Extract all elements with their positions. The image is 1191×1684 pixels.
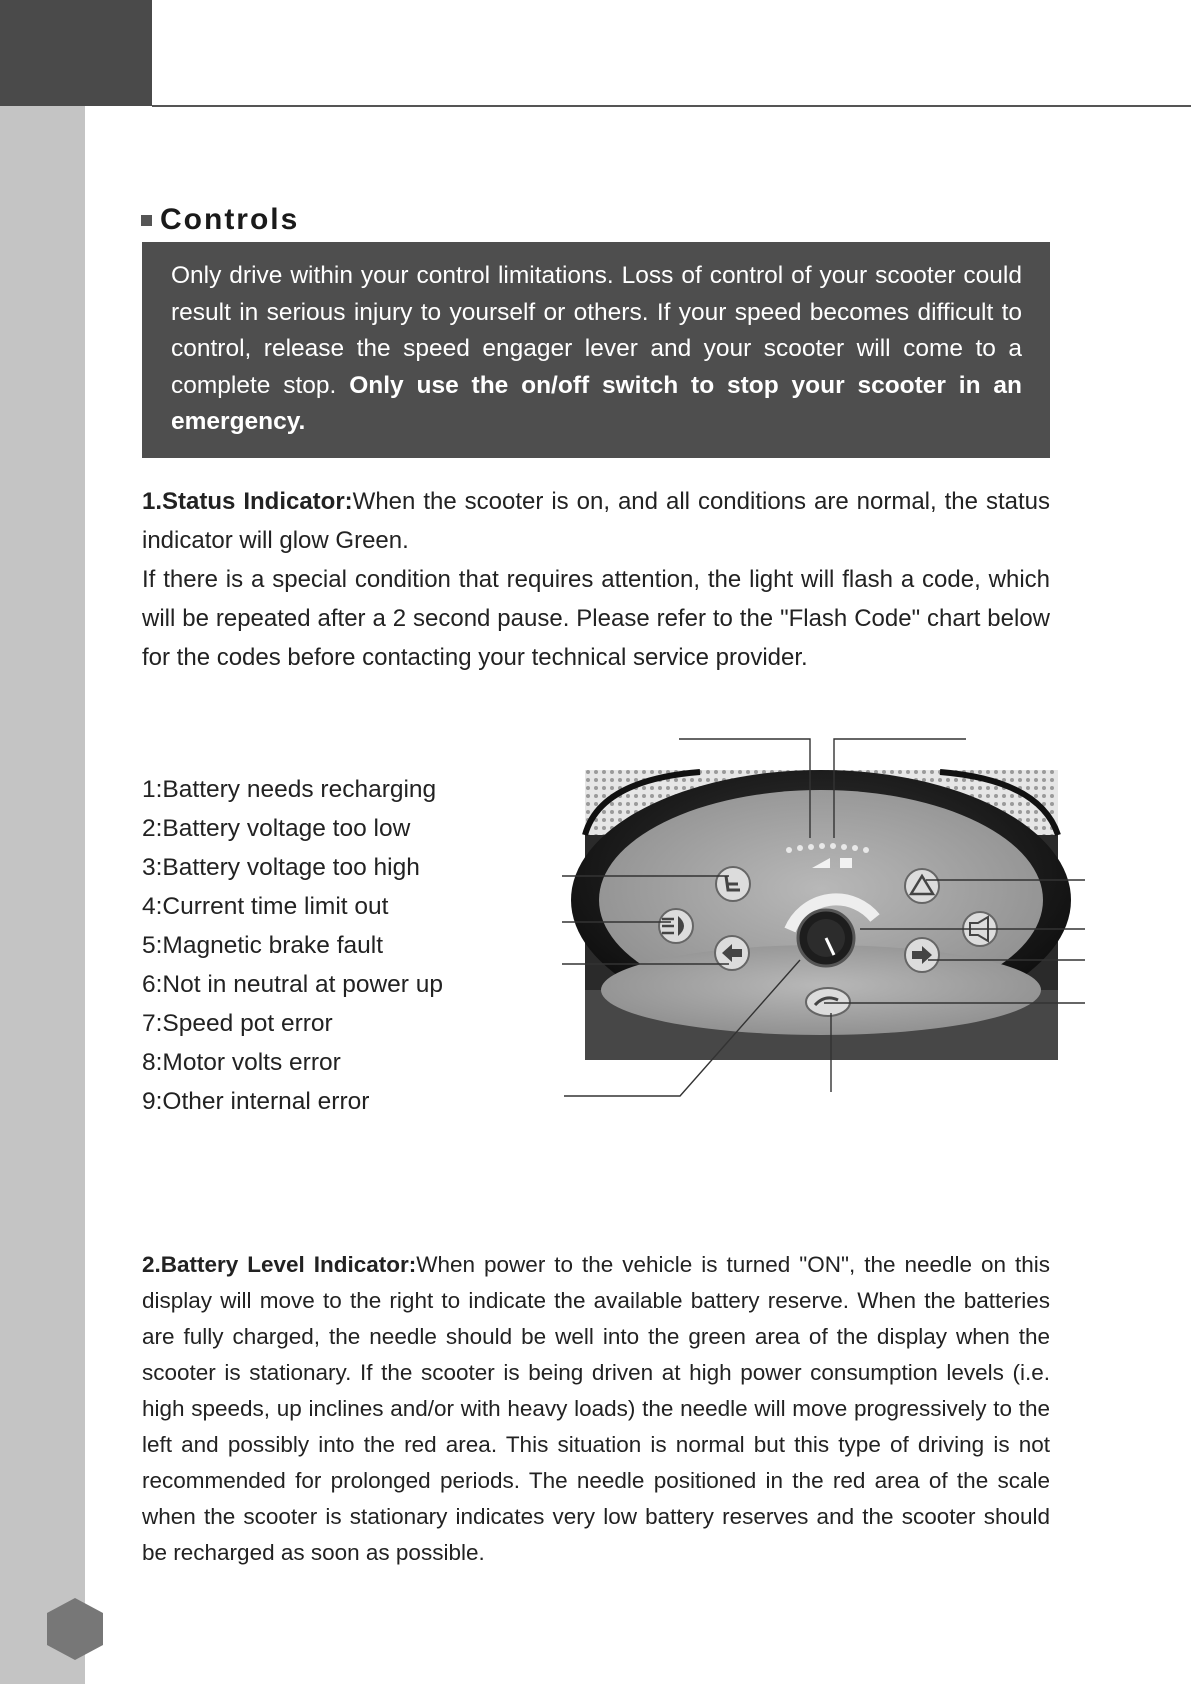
warning-bold-text: Only use the on/off switch to stop your scooter in an emergency.: [171, 371, 1022, 435]
list-item: 2:Battery voltage too low: [142, 815, 411, 842]
status-led-row: [786, 843, 869, 868]
flash-code-list: [142, 770, 443, 1121]
bullet-square-icon: [141, 215, 152, 226]
right-turn-icon: [905, 938, 939, 972]
warning-text: Only drive within your control limitations. Loss of control of your scooter could result in serious injury to yourself or others. If your speed becomes difficult to control, release the speed engager lever and your scooter will come to a complete stop.: [171, 262, 1022, 399]
header-rule: [152, 105, 1191, 107]
battery-indicator-text: When power to the vehicle is turned "ON", the needle on this display will move to the right to indicate the available battery reserve. When the batteries are fully charged, the needle should be well into the green area of the display when the scooter is stationary. If the scooter is being driven at high power consumption levels (i.e. high speeds, up inclines and/or with heavy loads) the needle will move progressively to the left and possibly into the red area. This situation is normal but this type of driving is not recommended for prolonged periods. The needle positioned in the red area of the scale when the scooter is stationary indicates very low battery reserves and the scooter should be recharged as soon as possible.: [142, 1252, 1050, 1565]
header-block: [0, 0, 152, 106]
status-indicator-label: 1.Status Indicator:: [142, 488, 353, 515]
headlight-icon: [659, 909, 693, 943]
list-item: 8:Motor volts error: [142, 1049, 341, 1076]
status-indicator-flash-text: If there is a special condition that requires attention, the light will flash a code, which will be repeated after a 2 second pause. Please refer to the "Flash Code" chart below for the codes before contacting your technical service provider.: [142, 566, 1050, 671]
callout-lines: [562, 739, 1085, 1096]
horn-icon: [963, 912, 997, 946]
battery-indicator-label: 2.Battery Level Indicator:: [142, 1252, 417, 1277]
list-item: 1:Battery needs recharging: [142, 776, 437, 803]
list-item: 9:Other internal error: [142, 1088, 370, 1115]
battery-indicator-paragraph: [142, 1247, 1050, 1571]
list-item: 3:Battery voltage too high: [142, 854, 420, 881]
warning-box: [142, 242, 1050, 458]
status-indicator-text: When the scooter is on, and all conditions are normal, the status indicator will glow Green.: [142, 488, 1050, 554]
speed-knob-icon: [790, 899, 875, 966]
hazard-icon: [905, 869, 939, 903]
page-number-hexagon: [47, 1598, 103, 1660]
list-item: 7:Speed pot error: [142, 1010, 333, 1037]
status-indicator-paragraph: [142, 482, 1050, 677]
seat-icon: [716, 867, 750, 901]
speed-icon: [806, 988, 850, 1016]
side-bar: [0, 106, 85, 1684]
section-title-text: Controls: [160, 203, 300, 236]
panel-photo: [571, 770, 1071, 1060]
left-turn-icon: [715, 936, 749, 970]
list-item: 6:Not in neutral at power up: [142, 971, 443, 998]
list-item: 5:Magnetic brake fault: [142, 932, 384, 959]
section-title: [141, 203, 299, 237]
list-item: 4:Current time limit out: [142, 893, 389, 920]
